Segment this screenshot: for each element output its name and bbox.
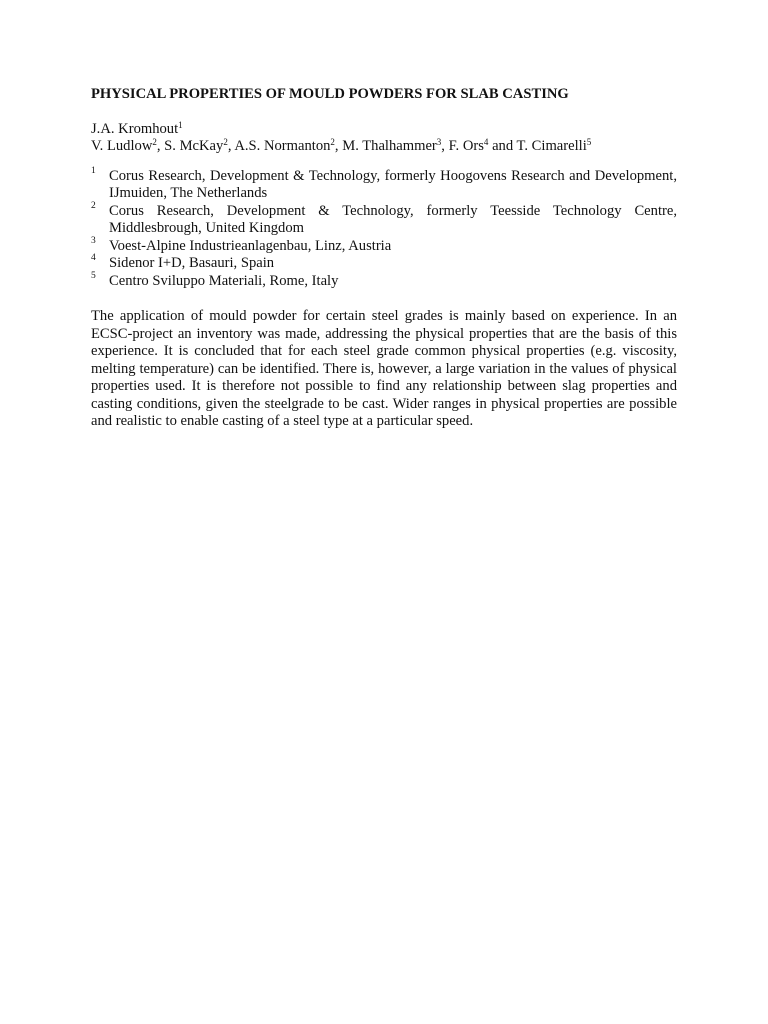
author-name: A.S. Normanton [234, 138, 331, 154]
author-name: S. McKay [164, 138, 224, 154]
affiliation-number: 3 [91, 235, 96, 246]
author-separator: , [334, 138, 343, 154]
author-affiliation-marker: 2 [330, 137, 335, 148]
author-affiliation-marker: 3 [436, 137, 442, 148]
affiliation-text: Corus Research, Development & Technology, formerly Hoogovens Research and Development, IJmuiden, The Netherlands [109, 167, 677, 201]
author-name: M. Thalhammer [342, 138, 437, 154]
author-separator: , [441, 138, 449, 154]
affiliation-list [91, 165, 677, 291]
affiliation-number: 1 [91, 165, 96, 176]
affiliation-item [91, 235, 677, 256]
author-block [91, 121, 677, 156]
affiliation-text: Sidenor I+D, Basauri, Spain [109, 255, 275, 271]
author-name: V. Ludlow [91, 138, 153, 154]
author-separator: , [156, 138, 165, 154]
author-name: T. Cimarelli [516, 138, 587, 154]
author-affiliation-marker: 2 [152, 137, 157, 148]
paper-title: PHYSICAL PROPERTIES OF MOULD POWDERS FOR SLAB CASTING [91, 86, 569, 102]
author-line-1 [91, 121, 677, 139]
affiliation-number: 4 [91, 253, 96, 263]
author-affiliation-marker: 4 [483, 137, 489, 148]
affiliation-text: Voest-Alpine Industrieanlagenbau, Linz, Austria [109, 237, 392, 254]
affiliation-number: 5 [91, 270, 96, 281]
paper-page [91, 86, 677, 431]
affiliation-number: 2 [91, 200, 96, 211]
author-name: F. Ors [448, 138, 484, 154]
author-name: J.A. Kromhout [91, 120, 179, 137]
author-separator: and [488, 138, 517, 154]
author-affiliation-marker: 2 [223, 137, 228, 148]
affiliation-text: Centro Sviluppo Materiali, Rome, Italy [109, 272, 339, 289]
author-line-2 [91, 138, 677, 156]
affiliation-item [91, 255, 677, 273]
affiliation-item [91, 165, 677, 203]
abstract-paragraph: The application of mould powder for certain steel grades is mainly based on experience. In an ECSC-project an inventory was made, addressing the physical properties that are the basis of this experience. It is concluded that for each steel grade common physical properties (e.g. viscosity, melting temperature) can be identified. There is, however, a large variation in the values of physical properties used. It is therefore not possible to find any relationship between slag properties and casting conditions, given the steelgrade to be cast. Wider ranges in physical properties are possible and realistic to enable casting of a steel type at a particular speed. [91, 308, 677, 429]
author-affiliation-marker: 5 [586, 137, 592, 148]
author-separator: , [227, 138, 235, 154]
affiliation-text: Corus Research, Development & Technology, formerly Teesside Technology Centre, Middlesbrough, United Kingdom [109, 202, 677, 236]
author-affiliation-marker: 1 [178, 119, 183, 130]
affiliation-item [91, 200, 677, 238]
affiliation-item [91, 270, 677, 291]
